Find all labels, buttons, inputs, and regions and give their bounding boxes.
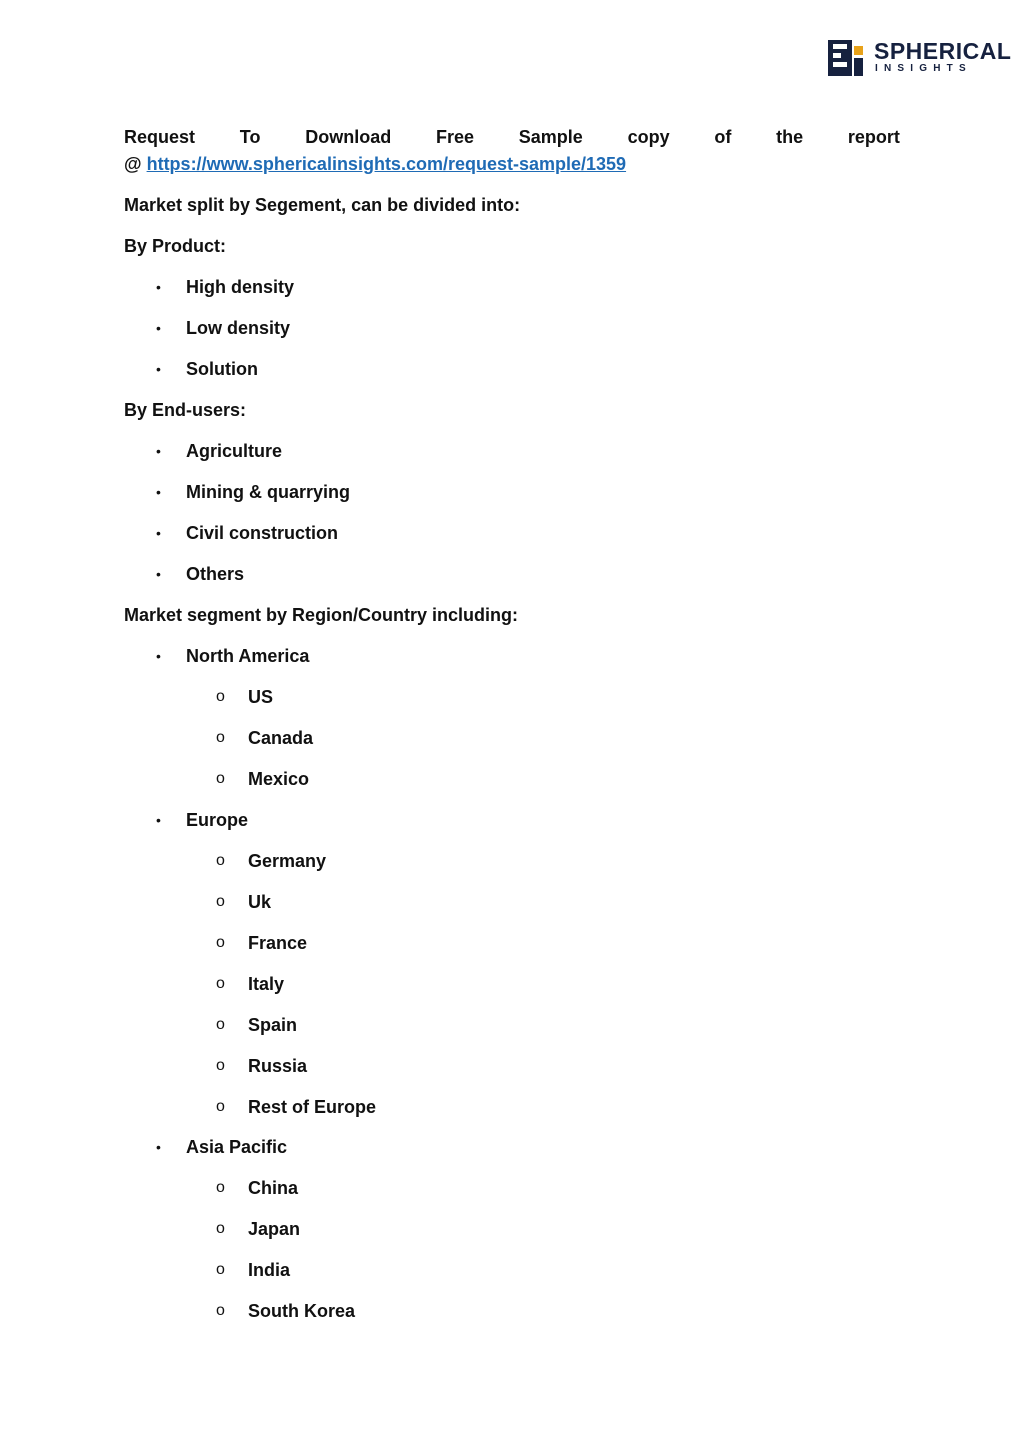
country-item: Spain (248, 1015, 298, 1035)
list-item: Solution (186, 359, 258, 379)
request-word: copy (627, 127, 670, 147)
country-item: France (248, 933, 308, 953)
sub-bullet-icon: o (216, 770, 225, 787)
country-item: Japan (248, 1219, 301, 1239)
region-heading: Market segment by Region/Country including: (124, 605, 519, 625)
sub-bullet-icon: o (216, 688, 225, 705)
list-item: Civil construction (186, 523, 339, 543)
request-word: Free (435, 127, 474, 147)
bullet-icon: • (156, 361, 161, 377)
bullet-icon: • (156, 812, 161, 828)
request-word: the (776, 127, 804, 147)
bullet-icon: • (156, 525, 161, 541)
country-item: Rest of Europe (248, 1097, 377, 1117)
sub-bullet-icon: o (216, 1302, 225, 1319)
sub-bullet-icon: o (216, 934, 225, 951)
bullet-icon: • (156, 279, 161, 295)
request-sample-link[interactable]: https://www.sphericalinsights.com/request-sample/1359 (146, 154, 627, 174)
segment-intro: Market split by Segement, can be divided into: (124, 195, 521, 215)
country-item: US (248, 687, 274, 707)
region-item-asia-pacific: Asia Pacific (186, 1137, 288, 1157)
country-item: Canada (248, 728, 314, 748)
sub-bullet-icon: o (216, 1220, 225, 1237)
list-item: Agriculture (186, 441, 283, 461)
request-sample-line (124, 126, 900, 148)
sub-bullet-icon: o (216, 893, 225, 910)
spherical-insights-logo (828, 38, 1012, 78)
region-item-north-america: North America (186, 646, 310, 666)
country-item: South Korea (248, 1301, 356, 1321)
bullet-icon: • (156, 1139, 161, 1155)
logo-tagline: INSIGHTS (875, 63, 972, 74)
sub-bullet-icon: o (216, 1261, 225, 1278)
bullet-icon: • (156, 443, 161, 459)
request-word: To (239, 127, 261, 147)
by-end-users-heading: By End-users: (124, 400, 247, 420)
sub-bullet-icon: o (216, 1098, 225, 1115)
sub-bullet-icon: o (216, 729, 225, 746)
country-item: India (248, 1260, 291, 1280)
request-word: Request (124, 127, 196, 147)
region-item-europe: Europe (186, 810, 249, 830)
sub-bullet-icon: o (216, 1016, 225, 1033)
country-item: Uk (248, 892, 272, 912)
country-item: Italy (248, 974, 285, 994)
request-word: Sample (518, 127, 583, 147)
country-item: Russia (248, 1056, 308, 1076)
list-item: High density (186, 277, 295, 297)
sub-bullet-icon: o (216, 1057, 225, 1074)
by-product-heading: By Product: (124, 236, 227, 256)
sub-bullet-icon: o (216, 975, 225, 992)
list-item: Mining & quarrying (186, 482, 350, 502)
list-item: Others (186, 564, 245, 584)
country-item: Mexico (248, 769, 310, 789)
at-symbol: @ (124, 154, 142, 174)
spherical-insights-logo-icon (828, 40, 868, 76)
request-word: of (714, 127, 732, 147)
list-item: Low density (186, 318, 291, 338)
request-word: Download (305, 127, 392, 147)
country-item: Germany (248, 851, 327, 871)
request-link-line (124, 153, 626, 175)
bullet-icon: • (156, 320, 161, 336)
country-item: China (248, 1178, 299, 1198)
request-word: report (847, 127, 900, 147)
logo-wordmark: SPHERICAL (874, 38, 1012, 64)
sub-bullet-icon: o (216, 1179, 225, 1196)
bullet-icon: • (156, 648, 161, 664)
bullet-icon: • (156, 484, 161, 500)
sub-bullet-icon: o (216, 852, 225, 869)
bullet-icon: • (156, 566, 161, 582)
